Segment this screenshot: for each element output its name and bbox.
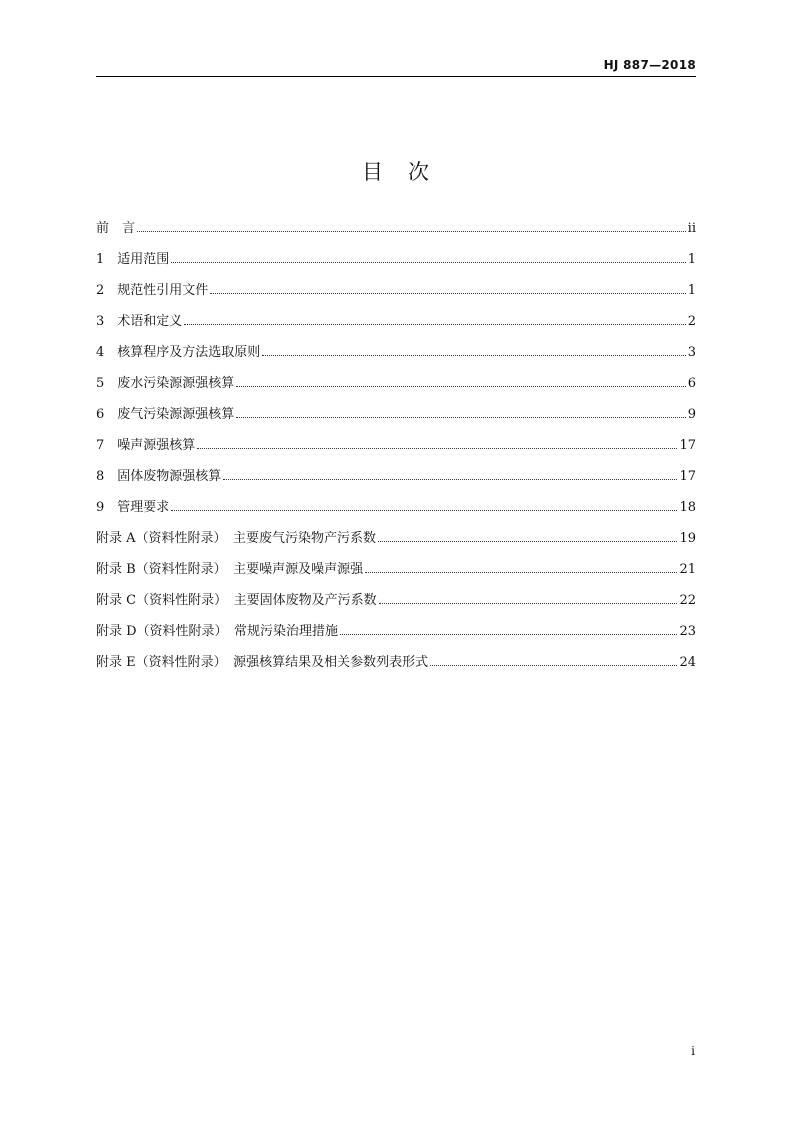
toc-entry-page: 3 bbox=[687, 345, 696, 360]
toc-entry-label: 6 废气污染源源强核算 bbox=[96, 407, 235, 422]
toc-dot-leader bbox=[197, 447, 677, 449]
toc-entry-page: 6 bbox=[687, 376, 696, 391]
toc-dot-leader bbox=[378, 540, 677, 542]
header-rule bbox=[96, 76, 696, 77]
toc-entry-appendix-d[interactable] bbox=[96, 623, 696, 654]
toc-entry-page: 18 bbox=[679, 500, 696, 515]
toc-entry-appendix-e[interactable] bbox=[96, 654, 696, 685]
toc-entry-8[interactable] bbox=[96, 468, 696, 499]
toc-entry-page: 23 bbox=[679, 624, 696, 639]
toc-entry-page: 24 bbox=[679, 655, 696, 670]
page-number: i bbox=[691, 1044, 695, 1058]
toc-entry-page: 21 bbox=[679, 562, 696, 577]
toc-entry-page: 17 bbox=[679, 438, 696, 453]
toc-dot-leader bbox=[365, 571, 677, 573]
toc-entry-label: 3 术语和定义 bbox=[96, 314, 183, 329]
toc-entry-label: 附录 B（资料性附录） 主要噪声源及噪声源强 bbox=[96, 562, 364, 577]
toc-entry-page: 1 bbox=[687, 252, 696, 267]
toc-entry-foreword[interactable] bbox=[96, 220, 696, 251]
toc-entry-label: 附录 E（资料性附录） 源强核算结果及相关参数列表形式 bbox=[96, 655, 429, 670]
toc-entry-page: 17 bbox=[679, 469, 696, 484]
toc-entry-appendix-c[interactable] bbox=[96, 592, 696, 623]
toc-dot-leader bbox=[210, 292, 685, 294]
toc-dot-leader bbox=[379, 602, 678, 604]
toc-dot-leader bbox=[184, 323, 685, 325]
toc-dot-leader bbox=[236, 385, 685, 387]
toc-dot-leader bbox=[262, 354, 685, 356]
toc-entry-page: 2 bbox=[687, 314, 696, 329]
toc-entry-9[interactable] bbox=[96, 499, 696, 530]
toc-entry-label: 附录 C（资料性附录） 主要固体废物及产污系数 bbox=[96, 593, 377, 608]
toc-dot-leader bbox=[171, 509, 677, 511]
toc-dot-leader bbox=[223, 478, 677, 480]
toc-entry-2[interactable] bbox=[96, 282, 696, 313]
table-of-contents bbox=[96, 220, 696, 685]
toc-entry-page: 22 bbox=[679, 593, 696, 608]
toc-entry-page: 19 bbox=[679, 531, 696, 546]
toc-entry-label: 2 规范性引用文件 bbox=[96, 283, 209, 298]
toc-entry-label: 8 固体废物源强核算 bbox=[96, 469, 222, 484]
page-title: 目 次 bbox=[362, 160, 431, 184]
toc-entry-label: 附录 D（资料性附录） 常规污染治理措施 bbox=[96, 624, 339, 639]
toc-entry-appendix-a[interactable] bbox=[96, 530, 696, 561]
toc-entry-appendix-b[interactable] bbox=[96, 561, 696, 592]
toc-dot-leader bbox=[137, 230, 686, 232]
toc-entry-6[interactable] bbox=[96, 406, 696, 437]
toc-entry-page: 9 bbox=[687, 407, 696, 422]
toc-dot-leader bbox=[340, 633, 677, 635]
toc-entry-label: 5 废水污染源源强核算 bbox=[96, 376, 235, 391]
toc-entry-page: ii bbox=[687, 221, 696, 236]
toc-entry-4[interactable] bbox=[96, 344, 696, 375]
toc-entry-page: 1 bbox=[687, 283, 696, 298]
toc-entry-5[interactable] bbox=[96, 375, 696, 406]
toc-dot-leader bbox=[236, 416, 685, 418]
toc-dot-leader bbox=[430, 664, 677, 666]
toc-entry-7[interactable] bbox=[96, 437, 696, 468]
toc-entry-label: 7 噪声源强核算 bbox=[96, 438, 196, 453]
toc-entry-label: 4 核算程序及方法选取原则 bbox=[96, 345, 261, 360]
toc-entry-label: 前 言 bbox=[96, 221, 136, 236]
toc-entry-1[interactable] bbox=[96, 251, 696, 282]
toc-dot-leader bbox=[171, 261, 685, 263]
standard-code: HJ 887—2018 bbox=[603, 58, 696, 72]
toc-entry-3[interactable] bbox=[96, 313, 696, 344]
toc-entry-label: 9 管理要求 bbox=[96, 500, 170, 515]
toc-entry-label: 附录 A（资料性附录） 主要废气污染物产污系数 bbox=[96, 531, 377, 546]
toc-entry-label: 1 适用范围 bbox=[96, 252, 170, 267]
